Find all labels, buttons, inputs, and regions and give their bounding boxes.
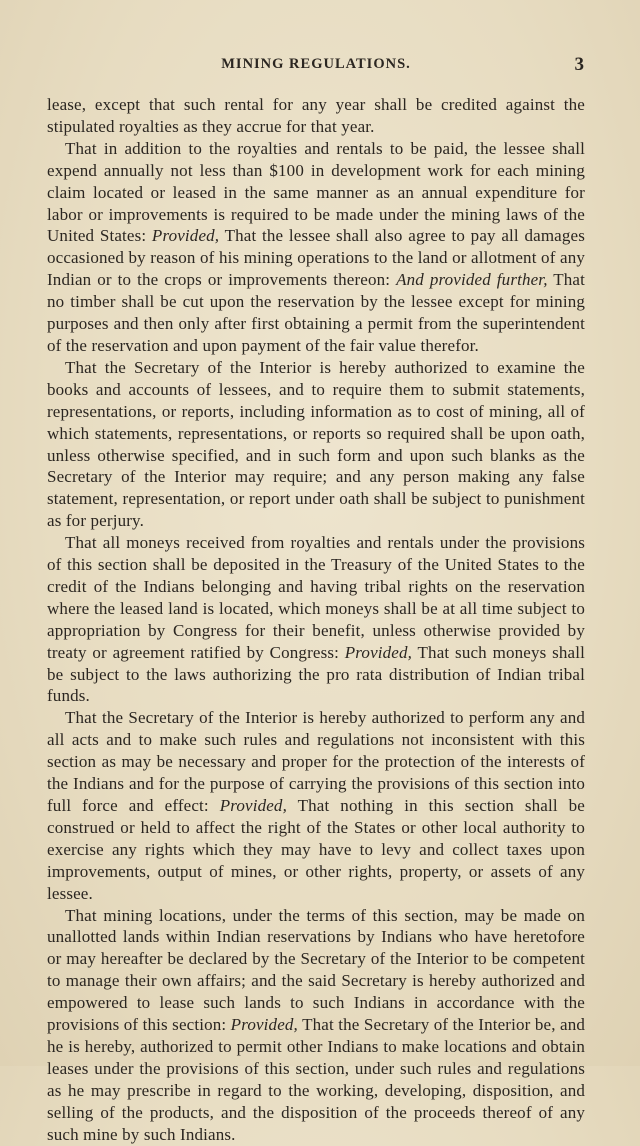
paragraph-text: That nothing in this section shall be construed or held to affect the right of the States or other local authority to exercise any rights which they may have to levy and collect taxes upon improvements, output of mines, or other rights, property, or assets of any lessee. [47, 796, 585, 903]
paragraph-text: That the Secretary of the Interior is hereby authorized to perform any and all acts and to make such rules and regulations not inconsistent with this section as may be necessary and proper for the protection of the interests of the Indians and for the purpose of carrying the provisions of this section into full force and effect: [47, 708, 585, 815]
page-header [48, 56, 584, 80]
paragraph [47, 532, 585, 707]
paragraph [47, 707, 585, 904]
paragraph [47, 905, 585, 1146]
paragraph-text: That all moneys received from royalties and rentals under the provisions of this section shall be deposited in the Treasury of the United States to the credit of the Indians belonging and having tribal rights on the reservation where the leased land is located, which moneys shall be at all time subject to appropriation by Congress for their benefit, unless otherwise provided by treaty or agreement ratified by Congress: [47, 533, 585, 662]
paragraph-text: That the lessee shall also agree to pay all damages occasioned by reason of his mining operations to the land or allotment of any Indian or to the crops or improvements thereon: [47, 226, 585, 290]
paragraph [47, 94, 585, 138]
italic-text: Provided, [151, 226, 220, 246]
paragraph-text: That the Secretary of the Interior be, and he is hereby, authorized to permit other Indians to make locations and obtain leases under the provisions of this section, under such rules and regulations as he may prescribe in regard to the working, developing, disposition, and selling of the products, and the disposition of the proceeds thereof of any such mine by such Indians. [47, 1015, 586, 1144]
page-number: 3 [574, 54, 584, 75]
italic-text: Provided, [230, 1015, 298, 1035]
italic-text: And provided further, [396, 270, 548, 290]
paragraph-text: That such moneys shall be subject to the laws authorizing the pro rata distribution of Indian tribal funds. [47, 642, 585, 706]
body-text [47, 94, 585, 1146]
paragraph-text: That no timber shall be cut upon the reservation by the lessee except for mining purposes and then only after first obtaining a permit from the superintendent of the reservation and upon payment of the fair value therefor. [47, 270, 585, 355]
italic-text: Provided, [219, 796, 287, 815]
paragraph-text: That the Secretary of the Interior is hereby authorized to examine the books and accounts of lessees, and to require them to submit statements, representations, or reports, including information as to cost of mining, all of which statements, representations, or reports so required shall be upon oath, unless otherwise specified, and in such form and upon such blanks as the Secretary of the Interior may require; and any person making any false statement, representation, or report under oath shall be subject to punishment as for perjury. [47, 357, 585, 531]
paragraph [47, 138, 585, 357]
paragraph-text: lease, except that such rental for any year shall be credited against the stipulated royalties as they accrue for that year. [47, 95, 585, 136]
paragraph-text: That in addition to the royalties and rentals to be paid, the lessee shall expend annually not less than $100 in development work for each mining claim located or leased in the same manner as an annual expenditure for labor or improvements is required to be made under the mining laws of the United States: [47, 138, 585, 246]
paragraph [47, 357, 585, 532]
running-head: MINING REGULATIONS. [221, 56, 411, 72]
paragraph-text: That mining locations, under the terms of this section, may be made on unallotted lands within Indian reservations by Indians who have heretofore or may hereafter be declared by the Secretary of the Interior to be competent to manage their own affairs; and the said Secretary is hereby authorized and empowered to lease such lands to such Indians in accordance with the provisions of this section: [47, 905, 585, 1035]
italic-text: Provided, [344, 642, 413, 662]
